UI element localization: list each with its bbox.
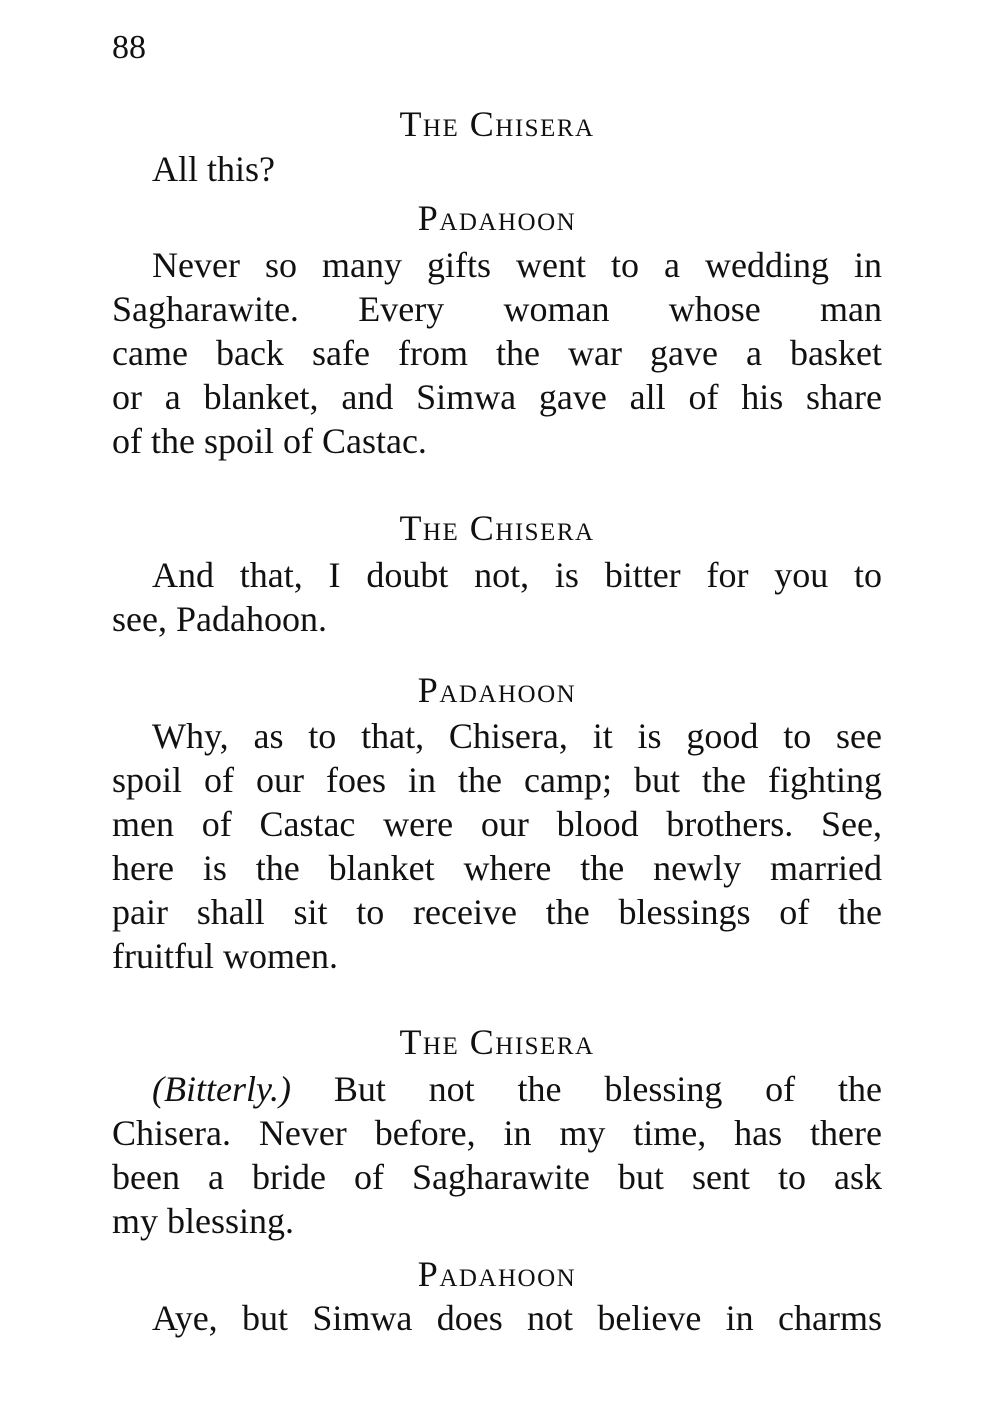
page-number: 88 <box>112 29 146 66</box>
speaker-name: Padahoon <box>417 198 577 238</box>
speaker-name: The Chisera <box>399 508 595 548</box>
dialogue-line: pair shall sit to receive the blessings of the <box>112 892 882 932</box>
speaker-name: Padahoon <box>417 670 577 710</box>
dialogue-line-with-direction <box>152 1067 882 1111</box>
dialogue-line: Never so many gifts went to a wedding in <box>152 245 882 285</box>
dialogue-line: been a bride of Sagharawite but sent to ask <box>112 1157 882 1197</box>
dialogue-line: came back safe from the war gave a basket <box>112 333 882 373</box>
dialogue-line: Sagharawite. Every woman whose man <box>112 289 882 329</box>
dialogue-line: And that, I doubt not, is bitter for you to <box>152 555 882 595</box>
dialogue-line: or a blanket, and Simwa gave all of his share <box>112 377 882 417</box>
dialogue-line: my blessing. <box>112 1201 295 1241</box>
dialogue-line: here is the blanket where the newly married <box>112 848 882 888</box>
dialogue-line: of the spoil of Castac. <box>112 421 427 461</box>
dialogue-line: All this? <box>152 149 275 189</box>
dialogue-line: men of Castac were our blood brothers. See, <box>112 804 882 844</box>
speaker-name: The Chisera <box>399 104 595 144</box>
speaker-name: Padahoon <box>417 1254 577 1294</box>
speaker-name: The Chisera <box>399 1022 595 1062</box>
dialogue-line: spoil of our foes in the camp; but the fighting <box>112 760 882 800</box>
dialogue-text: But not the blessing of the <box>333 1069 882 1109</box>
dialogue-line: Aye, but Simwa does not believe in charms <box>152 1298 882 1338</box>
stage-direction: (Bitterly.) <box>152 1069 291 1109</box>
dialogue-line: Chisera. Never before, in my time, has there <box>112 1113 882 1153</box>
dialogue-line: Why, as to that, Chisera, it is good to see <box>152 716 882 756</box>
dialogue-line: fruitful women. <box>112 936 338 976</box>
dialogue-line: see, Padahoon. <box>112 599 327 639</box>
